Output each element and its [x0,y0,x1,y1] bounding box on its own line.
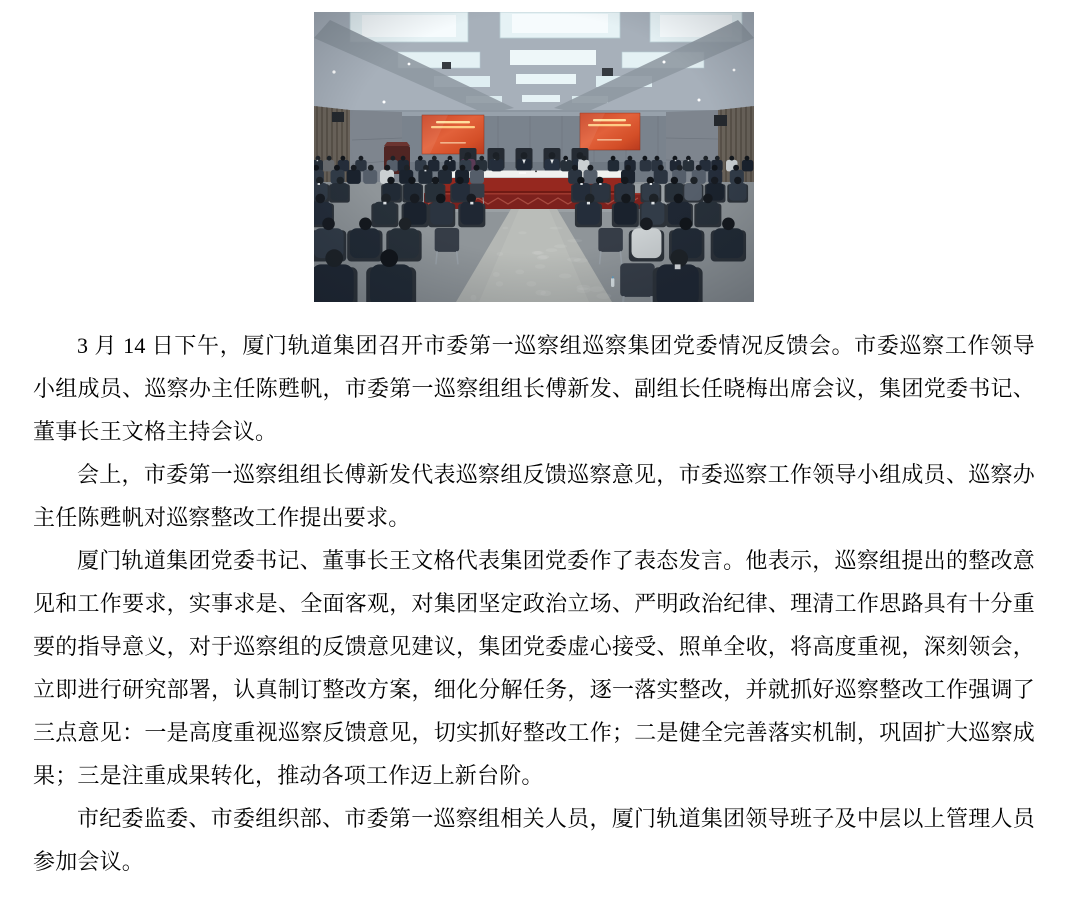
article-page [0,12,1067,899]
meeting-photo [314,12,754,302]
article-body [0,302,1067,883]
meeting-photo-illustration [314,12,754,302]
paragraph-3: 厦门轨道集团党委书记、董事长王文格代表集团党委作了表态发言。他表示，巡察组提出的整改意见和工作要求，实事求是、全面客观，对集团坚定政治立场、严明政治纪律、理清工作思路具有十分重要的指导意义，对于巡察组的反馈意见建议，集团党委虚心接受、照单全收，将高度重视，深刻领会，立即进行研究部署，认真制订整改方案，细化分解任务，逐一落实整改，并就抓好巡察整改工作强调了三点意见：一是高度重视巡察反馈意见，切实抓好整改工作；二是健全完善落实机制，巩固扩大巡察成果；三是注重成果转化，推动各项工作迈上新台阶。 [33,548,1035,788]
photo-vignette [314,12,754,302]
paragraph-4: 市纪委监委、市委组织部、市委第一巡察组相关人员，厦门轨道集团领导班子及中层以上管理人员参加会议。 [33,806,1035,874]
paragraph-1: 3 月 14 日下午，厦门轨道集团召开市委第一巡察组巡察集团党委情况反馈会。市委巡察工作领导小组成员、巡察办主任陈甦帆，市委第一巡察组组长傅新发、副组长任晓梅出席会议，集团党委书记、董事长王文格主持会议。 [33,333,1035,444]
paragraph-2: 会上，市委第一巡察组组长傅新发代表巡察组反馈巡察意见，市委巡察工作领导小组成员、巡察办主任陈甦帆对巡察整改工作提出要求。 [33,462,1035,530]
